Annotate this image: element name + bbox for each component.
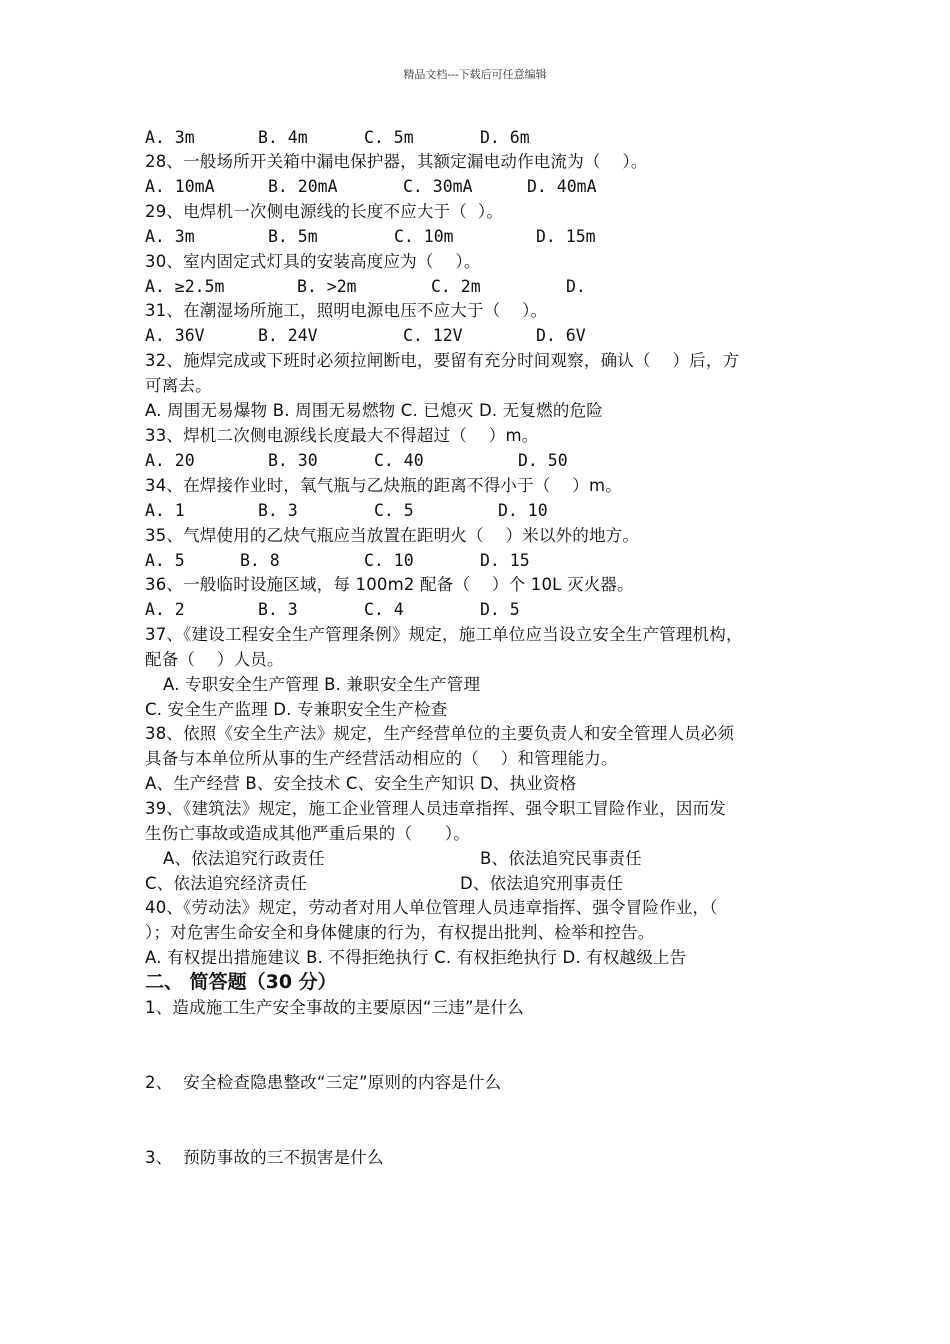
q39-option-a: A、依法追究行政责任 [163, 849, 325, 868]
q29-option-b: B. 5m [268, 227, 318, 246]
question-38-line-2: 具备与本单位所从事的生产经营活动相应的（ ）和管理能力。 [145, 749, 618, 768]
section-2-heading: 二、 简答题（30 分） [145, 971, 337, 993]
q27-option-d: D. 6m [480, 128, 530, 147]
short-answer-2: 2、 安全检查隐患整改“三定”原则的内容是什么 [145, 1073, 502, 1092]
question-34: 34、在焊接作业时，氧气瓶与乙炔瓶的距离不得小于（ ）m。 [145, 476, 622, 495]
question-35: 35、气焊使用的乙炔气瓶应当放置在距明火（ ）米以外的地方。 [145, 526, 640, 545]
q35-option-a: A. 5 [145, 551, 185, 570]
q31-option-d: D. 6V [536, 326, 586, 345]
q28-option-c: C. 30mA [403, 177, 473, 196]
question-39-line-1: 39、《建筑法》规定，施工企业管理人员违章指挥、强令职工冒险作业，因而发 [145, 799, 726, 818]
q37-options-line-2: C. 安全生产监理 D. 专兼职安全生产检查 [145, 700, 448, 719]
q28-option-a: A. 10mA [145, 177, 215, 196]
q27-option-c: C. 5m [364, 128, 414, 147]
q33-option-c: C. 40 [374, 451, 424, 470]
q33-option-d: D. 50 [518, 451, 568, 470]
question-32-line-1: 32、施焊完成或下班时必须拉闸断电，要留有充分时间观察，确认（ ）后，方 [145, 351, 740, 370]
question-36: 36、一般临时设施区域，每 100m2 配备（ ）个 10L 灭火器。 [145, 575, 634, 594]
q34-option-d: D. 10 [498, 501, 548, 520]
q35-option-c: C. 10 [364, 551, 414, 570]
q31-option-a: A. 36V [145, 326, 205, 345]
q27-option-a: A. 3m [145, 128, 195, 147]
q31-option-c: C. 12V [403, 326, 463, 345]
question-33: 33、焊机二次侧电源线长度最大不得超过（ ）m。 [145, 426, 539, 445]
q29-option-c: C. 10m [394, 227, 454, 246]
q30-option-c: C. 2m [431, 277, 481, 296]
question-28: 28、一般场所开关箱中漏电保护器，其额定漏电动作电流为（ ）。 [145, 152, 648, 171]
question-40-line-2: ）；对危害生命安全和身体健康的行为，有权提出批判、检举和控告。 [145, 923, 655, 942]
q30-option-b: B. >2m [297, 277, 357, 296]
q40-options: A. 有权提出措施建议 B. 不得拒绝执行 C. 有权拒绝执行 D. 有权越级上告 [145, 948, 687, 967]
q36-option-b: B. 3 [258, 600, 298, 619]
q39-option-b: B、依法追究民事责任 [480, 849, 642, 868]
q35-option-d: D. 15 [480, 551, 530, 570]
q31-option-b: B. 24V [258, 326, 318, 345]
q30-option-a: A. ≥2.5m [145, 277, 225, 296]
short-answer-3: 3、 预防事故的三不损害是什么 [145, 1148, 384, 1167]
question-32-line-2: 可离去。 [145, 376, 212, 395]
q37-options-line-1: A. 专职安全生产管理 B. 兼职安全生产管理 [163, 675, 481, 694]
q33-option-b: B. 30 [268, 451, 318, 470]
q29-option-d: D. 15m [536, 227, 596, 246]
question-37-line-1: 37、《建设工程安全生产管理条例》规定，施工单位应当设立安全生产管理机构， [145, 625, 743, 644]
question-38-line-1: 38、依照《安全生产法》规定，生产经营单位的主要负责人和安全管理人员必须 [145, 724, 735, 743]
q39-option-c: C、依法追究经济责任 [145, 874, 308, 893]
q28-option-b: B. 20mA [268, 177, 338, 196]
question-30: 30、室内固定式灯具的安装高度应为（ ）。 [145, 252, 481, 271]
q27-option-b: B. 4m [258, 128, 308, 147]
q38-options: A、生产经营 B、安全技术 C、安全生产知识 D、执业资格 [145, 774, 577, 793]
q35-option-b: B. 8 [240, 551, 280, 570]
q34-option-a: A. 1 [145, 501, 185, 520]
page-header: 精品文档---下载后可任意编辑 [403, 68, 547, 81]
q39-option-d: D、依法追究刑事责任 [460, 874, 624, 893]
question-37-line-2: 配备（ ）人员。 [145, 650, 284, 669]
q32-options: A. 周围无易爆物 B. 周围无易燃物 C. 已熄灭 D. 无复燃的危险 [145, 401, 603, 420]
q36-option-c: C. 4 [364, 600, 404, 619]
q33-option-a: A. 20 [145, 451, 195, 470]
q36-option-d: D. 5 [480, 600, 520, 619]
question-31: 31、在潮湿场所施工，照明电源电压不应大于（ ）。 [145, 301, 548, 320]
q28-option-d: D. 40mA [527, 177, 597, 196]
q36-option-a: A. 2 [145, 600, 185, 619]
short-answer-1: 1、造成施工生产安全事故的主要原因“三违”是什么 [145, 998, 524, 1017]
question-39-line-2: 生伤亡事故或造成其他严重后果的（ ）。 [145, 824, 471, 843]
q29-option-a: A. 3m [145, 227, 195, 246]
question-29: 29、电焊机一次侧电源线的长度不应大于（ ）。 [145, 202, 504, 221]
q30-option-d: D. [566, 277, 586, 296]
q34-option-c: C. 5 [374, 501, 414, 520]
question-40-line-1: 40、《劳动法》规定，劳动者对用人单位管理人员违章指挥、强令冒险作业，（ [145, 898, 718, 917]
q34-option-b: B. 3 [258, 501, 298, 520]
